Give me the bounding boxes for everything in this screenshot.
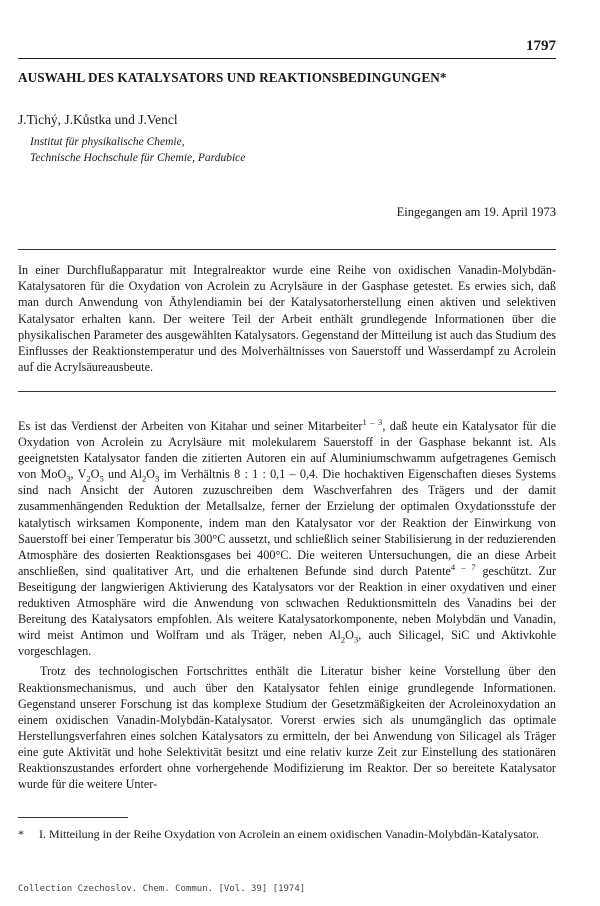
authors: J.Tichý, J.Kůstka und J.Vencl bbox=[18, 112, 178, 127]
article-body bbox=[18, 418, 556, 792]
header-rule bbox=[18, 58, 556, 59]
text-run: im Verhältnis 8 : 1 : 0,1 – 0,4. Die hochaktiven Eigenschaften dieses Systems sind nach Ansicht der Autoren zuzuschreiben dem Waschverfahren des Trägers und der damit zusammenhängenden Reduktion der Metallsalze, ferner der Erzielung der optimalen Oxydationsstufe der katalytisch wirksamen Komponente, indem man den Katalysator vor der Reaktion der Einwirkung von Sauerstoff bei einer Temperatur bis 300°C aussetzt, und schließlich seiner Stabilisierung in der reduzierenden Atmosphäre des dosierten Reaktionsgases bei 400°C. Die weiteren Untersuchungen, die an diese Arbeit anschließen, sind qualitativer Art, und die erhaltenen Befunde sind durch Patente bbox=[18, 467, 556, 578]
citation-ref: 4 – 7 bbox=[450, 561, 476, 572]
footnote-rule bbox=[18, 817, 128, 818]
text-run: O bbox=[345, 628, 354, 643]
text-run: O bbox=[146, 467, 156, 482]
subscript: 3 bbox=[66, 473, 71, 484]
text-run: , V bbox=[70, 467, 87, 482]
abstract-bottom-rule bbox=[18, 391, 556, 392]
citation-ref: 1 – 3 bbox=[362, 416, 383, 427]
abstract: In einer Durchflußapparatur mit Integralreaktor wurde eine Reihe von oxidischen Vanadin-Molybdän-Katalysatoren für die Oxydation von Acrolein zu Acrylsäure in der Gasphase getestet. Es erwies sich, daß man durch Anwendung von Äthylendiamin bei der Katalysatorherstellung einen aktiven und selektiven Katalysator erhalten kann. Der weitere Teil der Arbeit enthält grundlegende Informationen über die physikalischen Parameter des ausgewählten Katalysators. Gegenstand der Mitteilung ist auch das Studium des Einflusses der Reaktionstemperatur und des Molverhältnisses von Sauerstoff und Wasserdampf zu Acrolein auf die Acrylsäureausbeute. bbox=[18, 263, 556, 375]
running-footer: Collection Czechoslov. Chem. Commun. [Vol. 39] [1974] bbox=[18, 884, 306, 894]
subscript: 2 bbox=[142, 473, 147, 484]
subscript: 3 bbox=[353, 634, 359, 645]
subscript: 5 bbox=[99, 473, 104, 484]
footnote bbox=[18, 826, 556, 842]
subscript: 3 bbox=[155, 473, 160, 484]
text-run: O bbox=[90, 467, 100, 482]
text-run: und Al bbox=[103, 467, 143, 482]
affiliation-line-2: Technische Hochschule für Chemie, Pardubice bbox=[30, 152, 246, 164]
body-paragraph-2: Trotz des technologischen Fortschrittes enthält die Literatur bisher keine Vorstellung über den Reaktionsmechanismus, und auch über den Katalysator fehlen einige grundlegende Informationen. Gegenstand unserer Forschung ist das komplexe Studium der Gesetzmäßigkeiten der Acroleinoxydation an einem oxidischen Vanadin-Molybdän-Katalysator. Vorerst erwies sich als unumgänglich das optimale Herstellungsverfahren eines solchen Katalysators zu ermitteln, der bei Anwendung von Silicagel als Träger eine gute Aktivität und hohe Selektivität besitzt und eine relativ kurze Zeit zur Einstellung des stationären Reaktionszustandes erfordert ohne vorhergehende Modifizierung im Reaktor. Der so bereitete Katalysator wurde für die weitere Unter- bbox=[18, 664, 556, 792]
page-number: 1797 bbox=[526, 38, 556, 54]
footnote-text: I. Mitteilung in der Reihe Oxydation von Acrolein an einem oxidischen Vanadin-Molybdän-Katalysator. bbox=[39, 827, 540, 841]
text-run: Es ist das Verdienst der Arbeiten von Kitahar und seiner Mitarbeiter bbox=[18, 419, 363, 433]
footnote-marker: * bbox=[18, 827, 24, 841]
subscript: 2 bbox=[340, 634, 346, 645]
received-date: Eingegangen am 19. April 1973 bbox=[396, 205, 556, 219]
text-run: geschützt. Zur Beseitigung der langwierigen Aktivierung des Katalysators vor der Reaktion in einer oxydativen und einer reduktiven Atmosphäre wird die Anwendung von schwachen Reduktionsmitteln des Vanadins bei der Bereitung des Katalysators empfohlen. Als weitere Katalysatorkomponente, neben Molybdän und Vanadin, wird meist Antimon und Wolfram und als Träger, neben Al bbox=[18, 563, 557, 643]
text-run: , auch Silicagel, SiC und Aktivkohle vorgeschlagen. bbox=[18, 628, 556, 659]
article-title: AUSWAHL DES KATALYSATORS UND REAKTIONSBEDINGUNGEN* bbox=[18, 70, 447, 85]
abstract-top-rule bbox=[18, 249, 556, 250]
affiliation-line-1: Institut für physikalische Chemie, bbox=[30, 136, 185, 148]
text-run: , daß heute ein Katalysator für die Oxydation von Acrolein zu Acrylsäure mit molekularem Sauerstoff in der Gasphase bekannt ist. Als geeignetsten Katalysator fanden die zitierten Autoren ein auf Aluminiumschwamm aufgetragenes Gemisch von MoO bbox=[18, 419, 557, 482]
subscript: 2 bbox=[86, 473, 91, 484]
body-paragraph-1 bbox=[18, 418, 556, 659]
